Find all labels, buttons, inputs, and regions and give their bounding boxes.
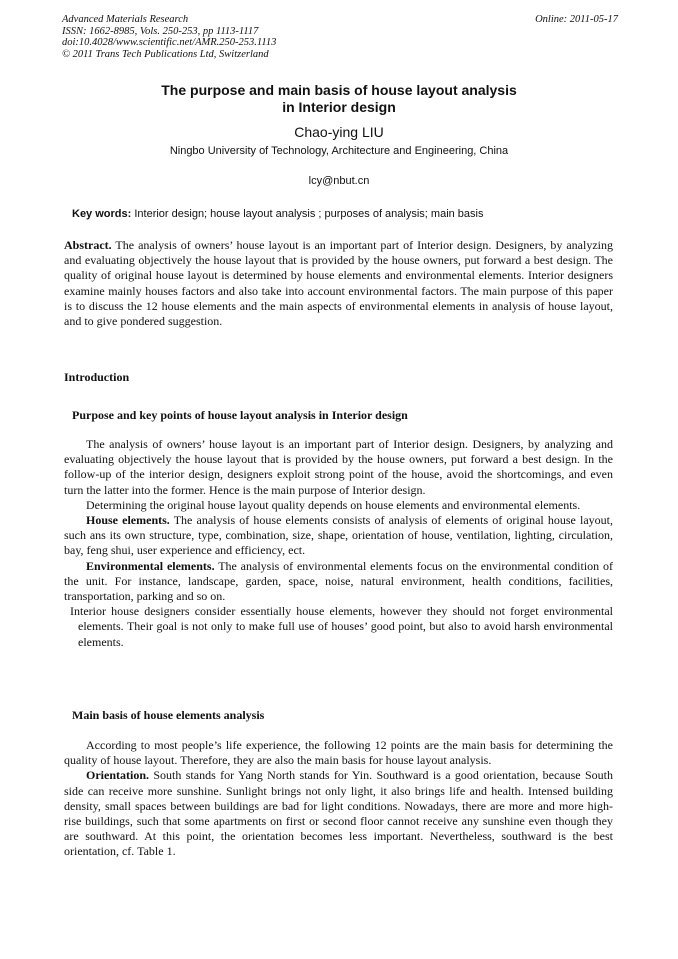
online-date [535,14,618,26]
orientation-text: South stands for Yang North stands for Yin. Southward is a good orientation, because South side can receive more sunshine. Sunlight brings not only light, it also brings life and health. Intensed building density, small spaces between buildings are bad for light conditions. Nowadays, there are more and more high-rise buildings, such that some apartments on first or second floor cannot receive any sunshine even though they are southward. At this point, the orientation becomes less important. Nevertheless, southward is the best orientation, cf. Table 1. [64,768,613,859]
paper-title-line-2: in Interior design [282,99,396,115]
issn-line: ISSN: 1662-8985, Vols. 250-253, pp 1113-1117 [62,25,259,37]
orientation-label: Orientation. [86,768,149,783]
abstract [64,238,613,329]
paper-title [0,82,678,116]
environmental-elements-label: Environmental elements. [86,558,215,573]
keywords-text: Interior design; house layout analysis ; purposes of analysis; main basis [131,208,484,220]
paper-title-line-1: The purpose and main basis of house layout analysis [161,82,517,98]
main-basis-paragraph-1: According to most people’s life experience, the following 12 points are the main basis for determining the quality of house layout. Therefore, they are also the main basis for house layout analysis. [64,738,613,768]
environmental-elements-paragraph [64,559,613,605]
section-heading-introduction: Introduction [64,370,130,384]
abstract-label: Abstract. [64,238,112,252]
purpose-paragraph-1: The analysis of owners’ house layout is an important part of Interior design. Designers, by analyzing and evaluating objectively the house layout that is provided by the house owners, put forward a best design. In the follow-up of the interior design, designers exploit strong point of the house, avoid the shortcomings, and even turn the latter into the former. Hence is the main purpose of Interior design. [64,437,613,497]
journal-name: Advanced Materials Research [62,14,189,25]
subsection-heading-purpose: Purpose and key points of house layout analysis in Interior design [72,408,408,422]
author-email: lcy@nbut.cn [308,175,370,187]
purpose-paragraph-2: Determining the original house layout quality depends on house elements and environmental elements. [86,497,581,512]
copyright-line: © 2011 Trans Tech Publications Ltd, Switzerland [62,48,269,60]
purpose-section-body [64,437,613,650]
main-basis-section-body [64,738,613,860]
environmental-elements-text: The analysis of environmental elements focus on the environmental condition of the unit. For instance, landscape, garden, space, noise, natural environment, health conditions, facilities, transportation, parking and so on. [64,558,613,604]
author-name: Chao-ying LIU [294,124,384,140]
doi-line: doi:10.4028/www.scientific.net/AMR.250-253.1113 [62,37,277,49]
keywords-label: Key words: [72,208,132,220]
house-elements-paragraph [64,513,613,559]
online-date-text: Online: 2011-05-17 [535,14,618,25]
house-elements-text: The analysis of house elements consists of analysis of elements of original house layout, such ans its own structure, type, combination, size, shape, orientation of house, ventilation, lighting, circulation, bay, feng shui, user experience and efficiency, ect. [64,513,614,558]
keywords [72,208,638,221]
subsection-heading-main-basis: Main basis of house elements analysis [72,708,265,722]
abstract-paragraph [64,238,613,329]
journal-metadata [62,14,276,60]
orientation-paragraph [64,768,613,859]
author-affiliation: Ningbo University of Technology, Architecture and Engineering, China [169,145,509,157]
abstract-text: The analysis of owners’ house layout is an important part of Interior design. Designers, by analyzing and evaluating objectively the house layout that is provided by the house owners, put forward a best design. The quality of original house layout is determined by house elements and environmental elements. Interior designers examine mainly houses factors and also take into account environmental factors. The main purpose of this paper is to discuss the 12 house elements and the main aspects of environmental elements in analysis of house layout, and to give pondered suggestion. [64,238,613,329]
purpose-paragraph-5: Interior house designers consider essentially house elements, however they should not forget environmental elements. Their goal is not only to make full use of houses’ good point, but also to avoid harsh environmental elements. [70,604,613,649]
house-elements-label: House elements. [86,513,170,528]
